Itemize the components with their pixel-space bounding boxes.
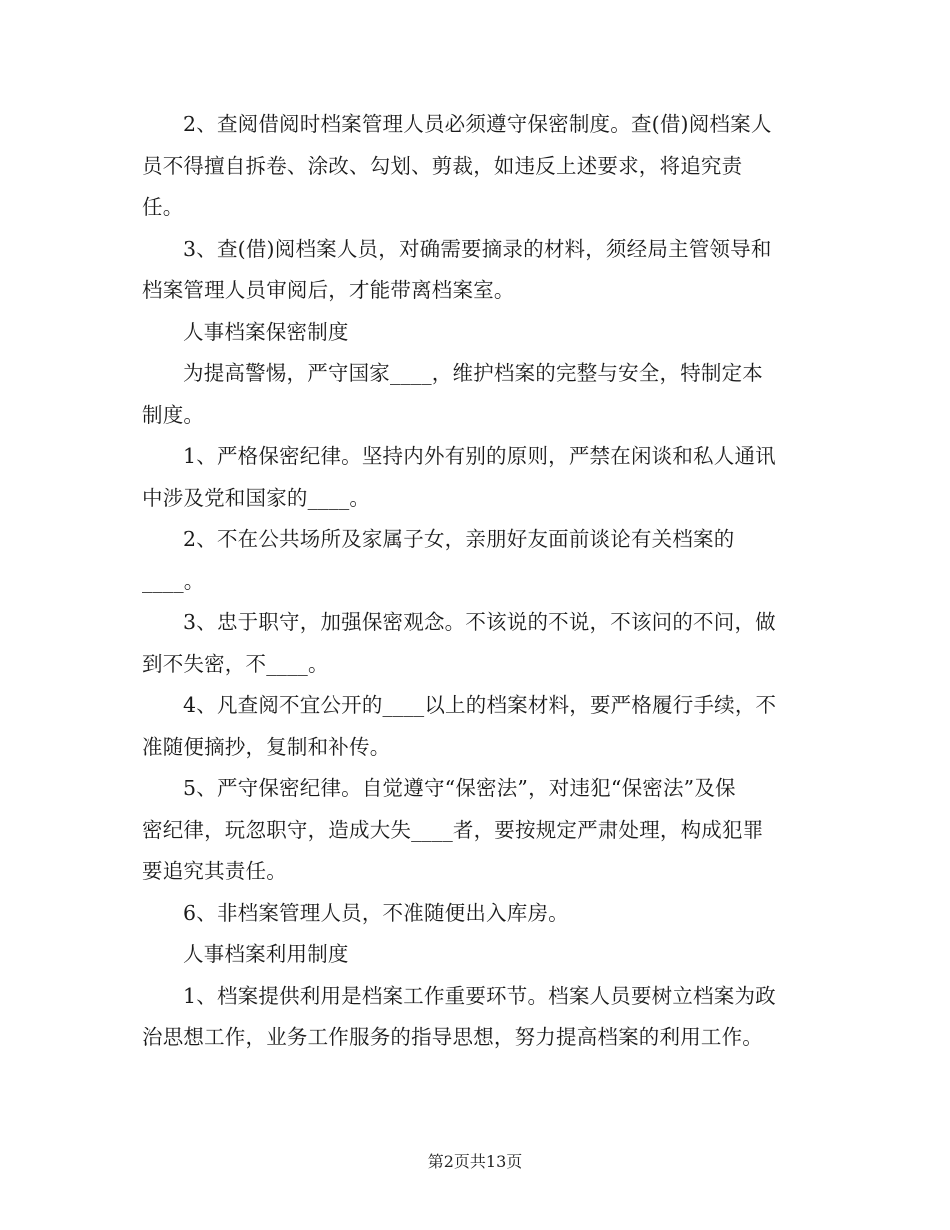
paragraph-line: 为提高警惕，严守国家____，维护档案的完整与安全，特制定本 bbox=[183, 361, 763, 385]
paragraph-line: 6、非档案管理人员，不准随便出入库房。 bbox=[183, 900, 569, 925]
paragraph-line: 密纪律，玩忽职守，造成大失____者，要按规定严肃处理，构成犯罪 bbox=[142, 817, 764, 842]
paragraph bbox=[142, 685, 812, 768]
paragraph-line: 到不失密，不____。 bbox=[142, 651, 329, 676]
paragraph bbox=[142, 436, 812, 519]
paragraph bbox=[142, 353, 812, 436]
document-body bbox=[142, 104, 812, 1059]
paragraph bbox=[142, 602, 812, 685]
paragraph-line: 5、严守保密纪律。自觉遵守“保密法”，对违犯“保密法”及保 bbox=[183, 776, 736, 800]
paragraph-line: 3、查(借)阅档案人员，对确需要摘录的材料，须经局主管领导和 bbox=[183, 236, 772, 261]
paragraph bbox=[142, 768, 812, 893]
paragraph-line: 1、严格保密纪律。坚持内外有别的原则，严禁在闲谈和私人通讯 bbox=[183, 444, 776, 468]
paragraph bbox=[142, 104, 812, 229]
paragraph-line: 2、不在公共场所及家属子女，亲朋好友面前谈论有关档案的 bbox=[183, 527, 735, 551]
paragraph-line: 档案管理人员审阅后，才能带离档案室。 bbox=[142, 278, 515, 302]
paragraph bbox=[142, 934, 812, 976]
paragraph-line: 治思想工作，业务工作服务的指导思想，努力提高档案的利用工作。 bbox=[142, 1025, 763, 1049]
paragraph-line: 2、查阅借阅时档案管理人员必须遵守保密制度。查(借)阅档案人 bbox=[183, 112, 772, 136]
paragraph bbox=[142, 519, 812, 602]
paragraph-line: 人事档案保密制度 bbox=[183, 319, 349, 344]
paragraph-line: 1、档案提供利用是档案工作重要环节。档案人员要树立档案为政 bbox=[183, 983, 776, 1008]
paragraph-line: 要追究其责任。 bbox=[142, 859, 287, 883]
paragraph-line: 中涉及党和国家的____。 bbox=[142, 485, 371, 510]
page-number: 第2页共13页 bbox=[427, 1152, 523, 1171]
paragraph-line: 员不得擅自拆卷、涂改、勾划、剪裁，如违反上述要求，将追究责 bbox=[142, 153, 743, 178]
paragraph-line: 任。 bbox=[142, 195, 184, 219]
paragraph bbox=[142, 229, 812, 312]
paragraph-line: ____。 bbox=[142, 568, 205, 593]
paragraph bbox=[142, 312, 812, 354]
paragraph-line: 制度。 bbox=[142, 402, 205, 427]
paragraph-line: 4、凡查阅不宜公开的____以上的档案材料，要严格履行手续，不 bbox=[183, 693, 777, 717]
paragraph bbox=[142, 893, 812, 935]
paragraph bbox=[142, 976, 812, 1059]
paragraph-line: 准随便摘抄，复制和补传。 bbox=[142, 734, 391, 759]
paragraph-line: 人事档案利用制度 bbox=[183, 942, 349, 966]
paragraph-line: 3、忠于职守，加强保密观念。不该说的不说，不该问的不问，做 bbox=[183, 610, 776, 634]
